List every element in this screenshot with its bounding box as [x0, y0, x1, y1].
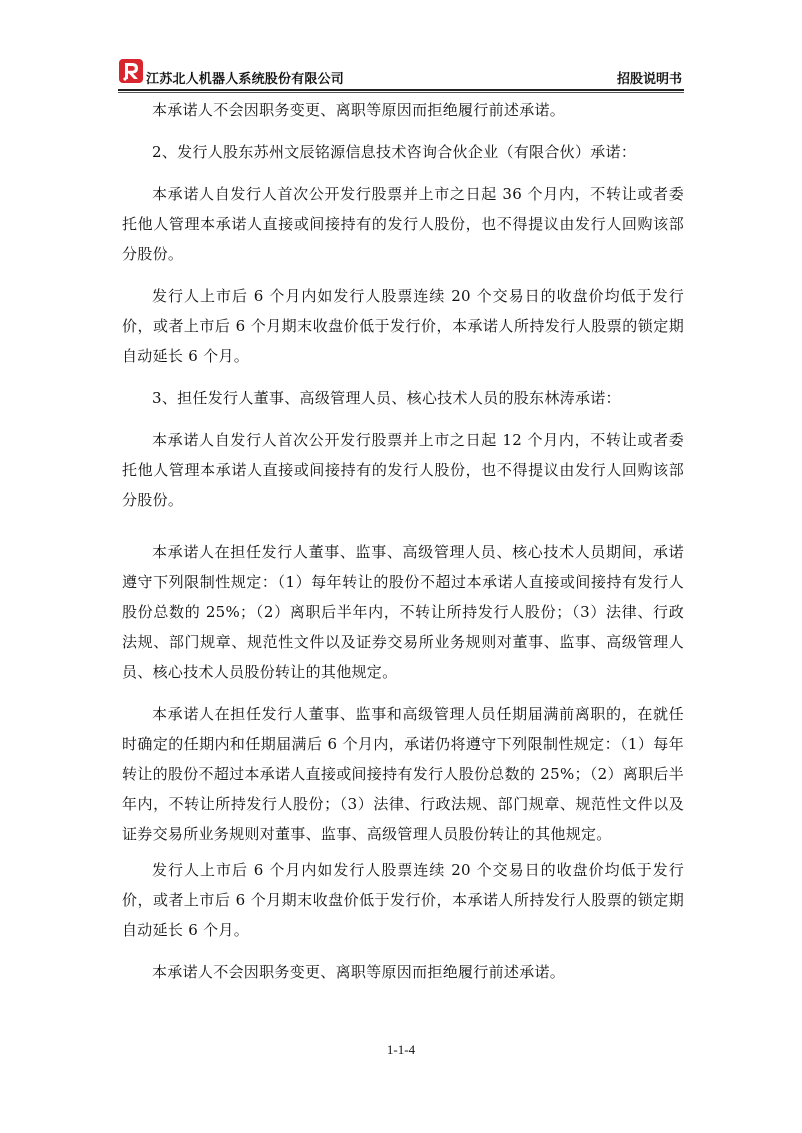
paragraph: 发行人上市后 6 个月内如发行人股票连续 20 个交易日的收盘价均低于发行价，或者上市后 6 个月期末收盘价低于发行价，本承诺人所持发行人股票的锁定期自动延长 6 个月。 — [122, 861, 684, 939]
paragraph: 本承诺人在担任发行人董事、监事、高级管理人员、核心技术人员期间，承诺遵守下列限制性规定：（1）每年转让的股份不超过本承诺人直接或间接持有发行人股份总数的 25%；（2）离职后半年内，不转让所持发行人股份；（3）法律、行政法规、部门规章、规范性文件以及证券交易所业务规则对董事、监事、高级管理人员、核心技术人员股份转让的其他规定。 — [122, 543, 684, 681]
company-name: 江苏北人机器人系统股份有限公司 — [146, 72, 345, 87]
paragraph: 本承诺人自发行人首次公开发行股票并上市之日起 12 个月内，不转让或者委托他人管理本承诺人直接或间接持有的发行人股份，也不得提议由发行人回购该部分股份。 — [122, 431, 684, 509]
paragraph: 发行人上市后 6 个月内如发行人股票连续 20 个交易日的收盘价均低于发行价，或者上市后 6 个月期末收盘价低于发行价，本承诺人所持发行人股票的锁定期自动延长 6 个月。 — [122, 287, 684, 365]
paragraph: 本承诺人在担任发行人董事、监事和高级管理人员任期届满前离职的，在就任时确定的任期内和任期届满后 6 个月内，承诺仍将遵守下列限制性规定：（1）每年转让的股份不超过本承诺人直接或间接持有发行人股份总数的 25%；（2）离职后半年内，不转让所持发行人股份；（3）法律、行政法规、部门规章、规范性文件以及证券交易所业务规则对董事、监事、高级管理人员股份转让的其他规定。 — [122, 705, 684, 843]
section-heading: 2、发行人股东苏州文辰铭源信息技术咨询合伙企业（有限合伙）承诺： — [152, 143, 637, 161]
paragraph: 本承诺人不会因职务变更、离职等原因而拒绝履行前述承诺。 — [152, 963, 566, 981]
page-number: 1-1-4 — [386, 1042, 416, 1057]
paragraph: 本承诺人不会因职务变更、离职等原因而拒绝履行前述承诺。 — [152, 101, 566, 119]
header-rule-thin — [118, 92, 684, 93]
header-rule — [118, 89, 684, 91]
section-heading: 3、担任发行人董事、高级管理人员、核心技术人员的股东林涛承诺： — [152, 389, 621, 407]
page-header — [118, 54, 684, 90]
company-logo-icon — [118, 58, 144, 84]
paragraph: 本承诺人自发行人首次公开发行股票并上市之日起 36 个月内，不转让或者委托他人管理本承诺人直接或间接持有的发行人股份，也不得提议由发行人回购该部分股份。 — [122, 185, 684, 263]
document-body — [122, 95, 684, 987]
document-type: 招股说明书 — [616, 72, 682, 87]
